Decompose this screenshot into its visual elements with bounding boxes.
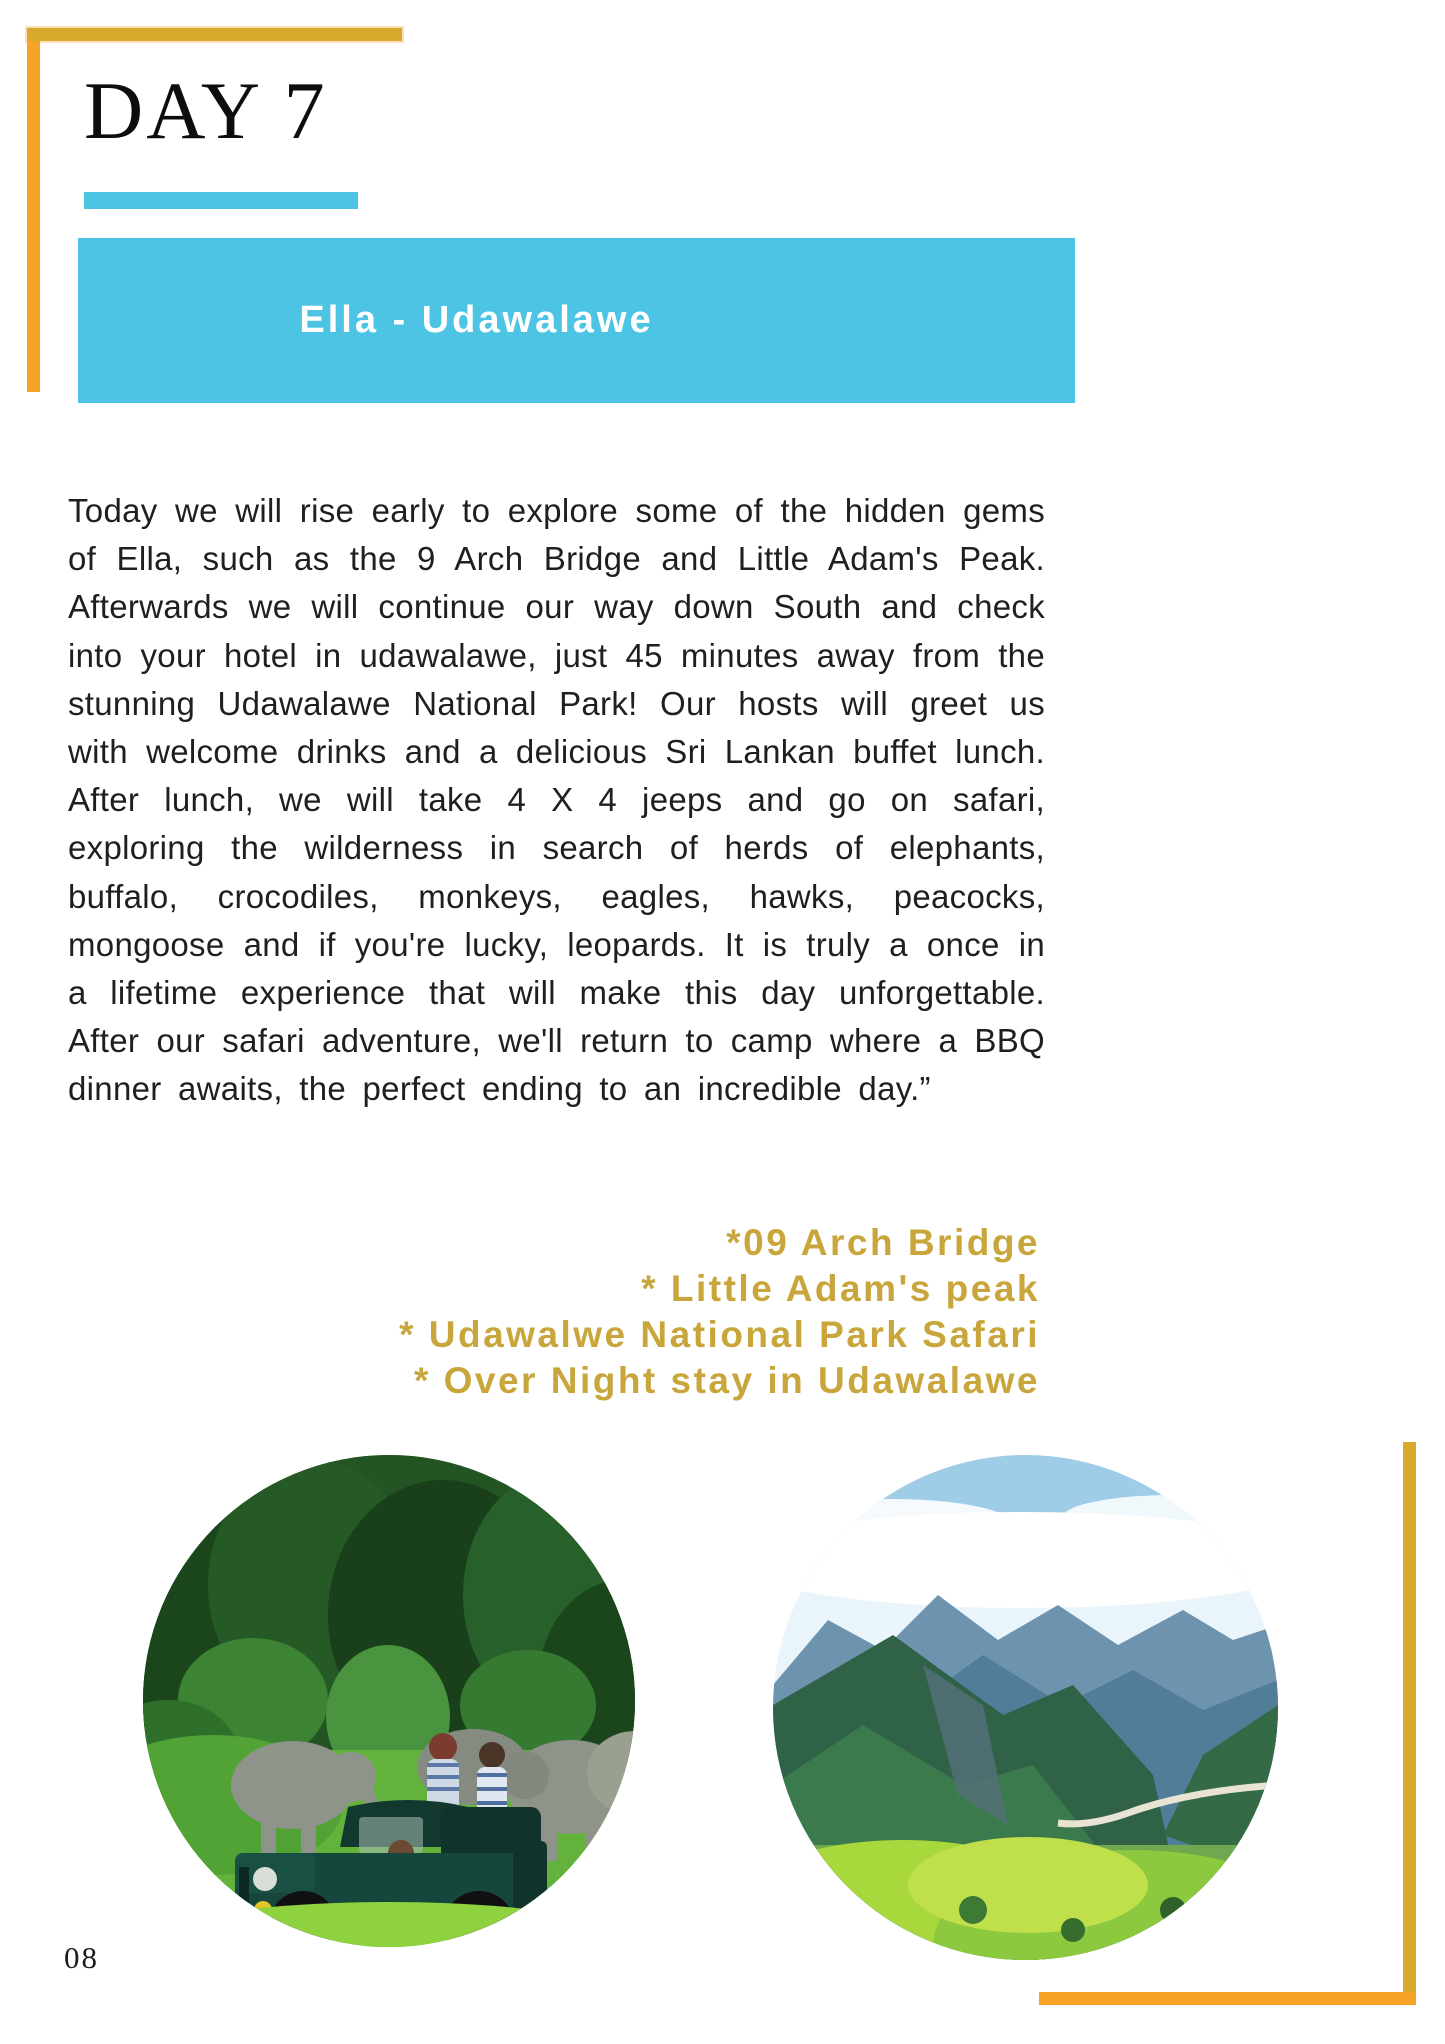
tea-hills	[773, 1837, 1278, 1960]
itinerary-paragraph: Today we will rise early to explore some of the hidden gems of Ella, such as the 9 Arch Bridge and Little Adam's Peak. Afterwards we will continue our way down South and check into your hotel in udawalawe, just 45 minutes away from the stunning Udawalawe National Park! Our hosts will greet us with welcome drinks and a delicious Sri Lankan buffet lunch. After lunch, we will take 4 X 4 jeeps and go on safari, exploring the wilderness in search of herds of elephants, buffalo, crocodiles, monkeys, eagles, hawks, peacocks, mongoose and if you're lucky, leopards. It is truly a once in a lifetime experience that will make this day unforgettable. After our safari adventure, we'll return to camp where a BBQ dinner awaits, the perfect ending to an incredible day.”	[68, 492, 1045, 1108]
highlight-item: *09 Arch Bridge	[726, 1222, 1040, 1263]
bottom-right-vertical-accent-bar	[1403, 1442, 1416, 2005]
bottom-right-horizontal-accent-bar	[1039, 1992, 1416, 2005]
safari-jeep-elephants-photo	[143, 1455, 635, 1947]
highlights-list	[399, 1220, 1040, 1404]
page-title: DAY 7	[84, 65, 328, 156]
title-underline	[84, 192, 358, 209]
page-number: 08	[64, 1940, 99, 1975]
route-banner-label: Ella - Udawalawe	[299, 299, 654, 341]
highlight-item: * Udawalwe National Park Safari	[399, 1314, 1040, 1355]
highlight-item: * Over Night stay in Udawalawe	[413, 1360, 1040, 1401]
ella-mountain-valley-photo	[773, 1455, 1278, 1960]
mountain-valley-illustration	[773, 1455, 1278, 1960]
top-left-horizontal-accent-bar	[27, 28, 402, 41]
safari-illustration	[143, 1455, 635, 1947]
top-left-vertical-accent-bar	[27, 28, 40, 392]
highlight-item: * Little Adam's peak	[641, 1268, 1040, 1309]
route-banner	[78, 238, 1075, 403]
